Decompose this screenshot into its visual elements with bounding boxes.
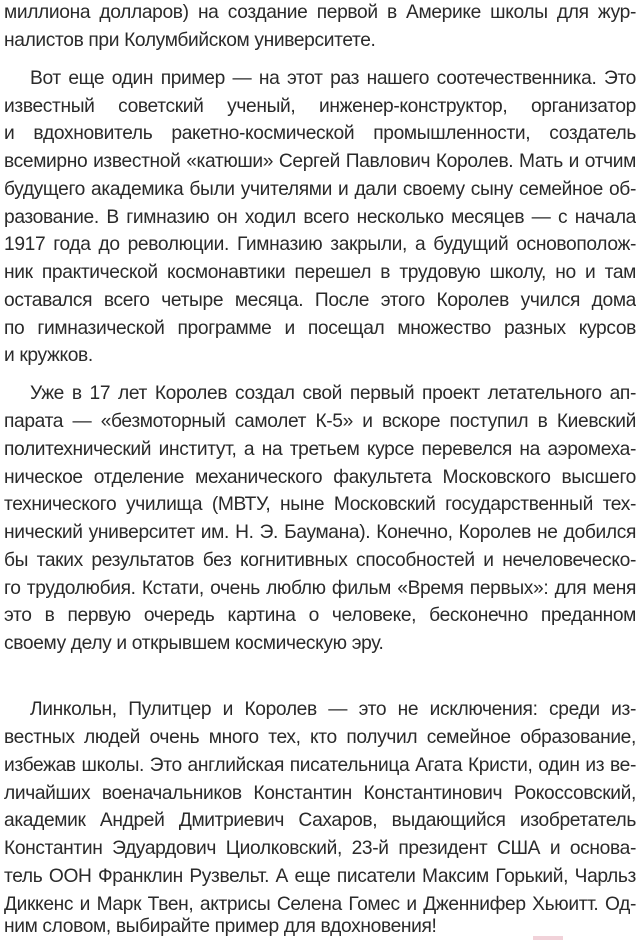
text-line: ническое отделение механического факультета Московского высшего (4, 467, 636, 488)
text-line: нический университет им. Н. Э. Баумана). Конечно, Королев не добился (4, 522, 636, 543)
text-line: и кружков. (4, 345, 93, 366)
paragraph-first-line: Вот еще один пример — на этот раз нашего соотечественника. Это (30, 68, 636, 89)
text-line: оставался всего четыре месяца. После этого Королев учился дома (4, 290, 636, 311)
text-line: академик Андрей Дмитриевич Сахаров, выдающийся изобретатель (4, 810, 636, 831)
text-line: технического училища (МВТУ, ныне Московский государственный тех- (4, 494, 636, 515)
paragraph-first-line: Линкольн, Пулитцер и Королев — это не исключения: среди из- (30, 699, 636, 720)
text-line: ним словом, выбирайте пример для вдохновения! (4, 916, 437, 937)
text-line: известный советский ученый, инженер-конструктор, организатор (4, 96, 636, 117)
text-line: и вдохновитель ракетно-космической промышленности, создатель (4, 123, 636, 144)
text-line: разование. В гимназию он ходил всего несколько месяцев — с начала (4, 207, 636, 228)
text-line: ник практической космонавтики перешел в трудовую школу, но и там (4, 262, 636, 283)
text-line: политехнический институт, а на третьем курсе перевелся на аэромеха- (4, 439, 636, 460)
text-line: парата — «безмоторный самолет К-5» и вскоре поступил в Киевский (4, 411, 636, 432)
text-line: бы таких результатов без когнитивных способностей и нечеловеческо- (4, 550, 636, 571)
text-line: Константин Эдуардович Циолковский, 23-й президент США и основа- (4, 838, 636, 859)
text-line: это в первую очередь картина о человеке, бесконечно преданном (4, 605, 636, 626)
text-line: тель ООН Франклин Рузвельт. А еще писатели Максим Горький, Чарльз (4, 866, 636, 887)
text-line: избежав школы. Это английская писательница Агата Кристи, один из ве- (4, 755, 636, 776)
text-line: по гимназической программе и посещал множество разных курсов (4, 318, 636, 339)
text-line: будущего академика были учителями и дали своему сыну семейное об- (4, 179, 636, 200)
text-line: го трудолюбия. Кстати, очень люблю фильм «Время первых»: для меня (4, 578, 636, 599)
page-edge-mark (533, 936, 563, 940)
paragraph-first-line: Уже в 17 лет Королев создал свой первый проект летательного ап- (30, 383, 636, 404)
text-line: налистов при Колумбийском университете. (4, 30, 376, 51)
text-line: вестных людей очень много тех, кто получил семейное образование, (4, 727, 636, 748)
text-line: личайших военачальников Константин Константинович Рокоссовский, (4, 783, 636, 804)
text-line: своему делу и открывшем космическую эру. (4, 633, 384, 654)
text-line: миллиона долларов) на создание первой в Америке школы для жур- (4, 2, 636, 23)
text-line: Диккенс и Марк Твен, актрисы Селена Гомес и Дженнифер Хьюитт. Од- (4, 894, 636, 915)
text-line: всемирно известной «катюши» Сергей Павлович Королев. Мать и отчим (4, 151, 636, 172)
text-line: 1917 года до революции. Гимназию закрыли, а будущий основополож- (4, 234, 636, 255)
